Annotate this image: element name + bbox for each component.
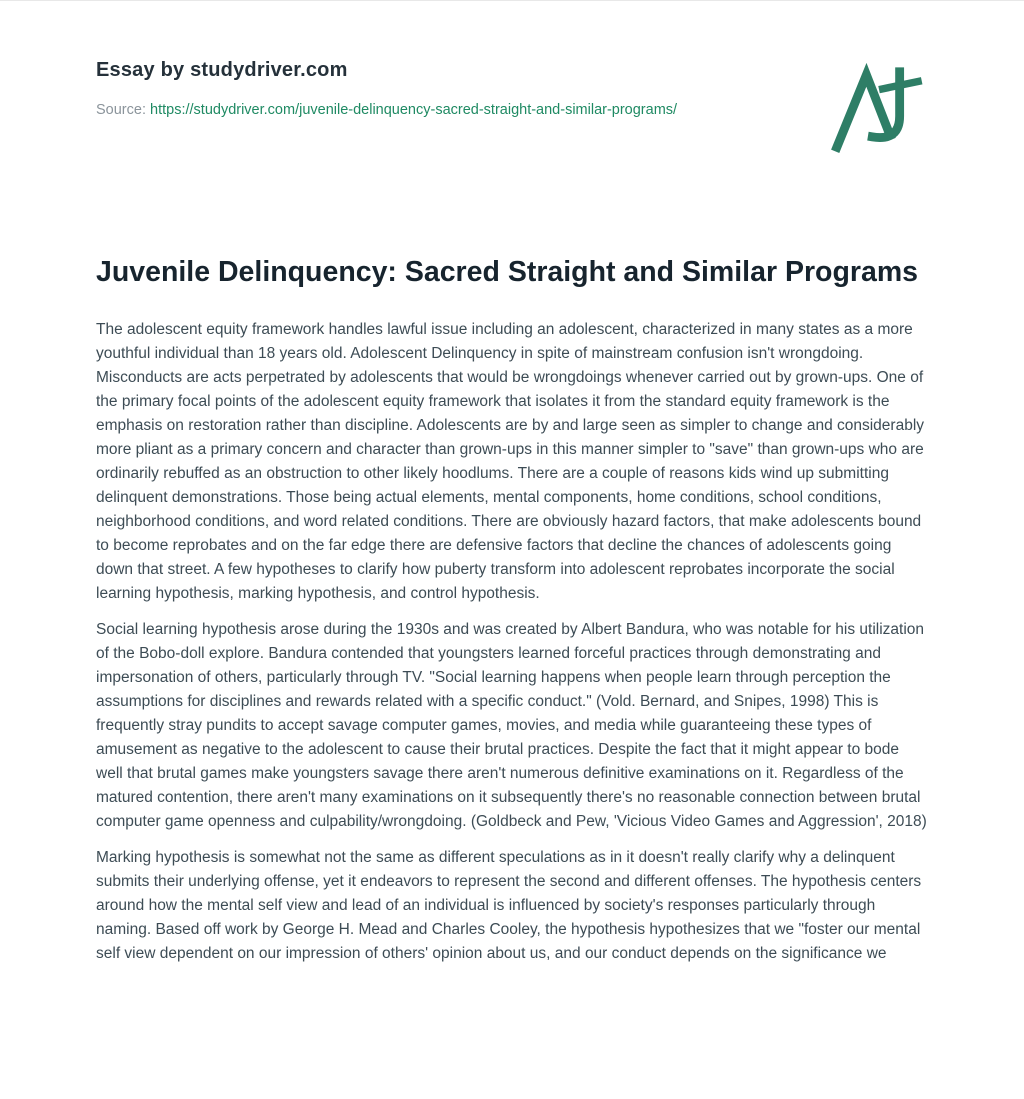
source-link[interactable]: https://studydriver.com/juvenile-delinquency-sacred-straight-and-similar-programs/ [150, 102, 678, 118]
studydriver-logo-icon [828, 61, 924, 161]
essay-paragraph-1: The adolescent equity framework handles lawful issue including an adolescent, characterized in many states as a more youthful individual than 18 years old. Adolescent Delinquency in spite of mainstream confusion isn't wrongdoing. Misconducts are acts perpetrated by adolescents that would be wrongdoings whenever carried out by grown-ups. One of the primary focal points of the adolescent equity framework that isolates it from the standard equity framework is the emphasis on restoration rather than discipline. Adolescents are by and large seen as simpler to change and considerably more pliant as a primary concern and character than grown-ups in this manner simpler to "save" than grown-ups who are ordinarily rebuffed as an obstruction to other likely hoodlums. There are a couple of reasons kids wind up submitting delinquent demonstrations. Those being actual elements, mental components, home conditions, school conditions, neighborhood conditions, and word related conditions. There are obviously hazard factors, that make adolescents bound to become reprobates and on the far edge there are defensive factors that decline the chances of adolescents going down that street. A few hypotheses to clarify how puberty transform into adolescent reprobates incorporate the social learning hypothesis, marking hypothesis, and control hypothesis. [96, 321, 925, 602]
page-title: Essay by studydriver.com [96, 59, 348, 81]
essay-paragraph-3: Marking hypothesis is somewhat not the same as different speculations as in it doesn't really clarify why a delinquent submits their underlying offense, yet it endeavors to represent the second and different offenses. The hypothesis centers around how the mental self view and lead of an individual is influenced by society's responses particularly through naming. Based off work by George H. Mead and Charles Cooley, the hypothesis hypothesizes that we "foster our mental self view dependent on our impression of others' opinion about us, and our conduct depends on the significance we [96, 849, 922, 962]
essay [96, 253, 928, 966]
source-label: Source: [96, 102, 146, 118]
header-text-block [96, 59, 677, 121]
essay-title: Juvenile Delinquency: Sacred Straight and Similar Programs [96, 256, 919, 288]
essay-paragraph-2: Social learning hypothesis arose during the 1930s and was created by Albert Bandura, who was notable for his utilization of the Bobo-doll explore. Bandura contended that youngsters learned forceful practices through demonstrating and impersonation of others, particularly through TV. "Social learning happens when people learn through perception the assumptions for disciplines and rewards related with a specific conduct." (Vold. Bernard, and Snipes, 1998) This is frequently stray pundits to accept savage computer games, movies, and media while guaranteeing these types of amusement as negative to the adolescent to cause their brutal practices. Despite the fact that it might appear to bode well that brutal games make youngsters savage there aren't numerous definitive examinations on it. Regardless of the matured contention, there aren't many examinations on it subsequently there's no reasonable connection between brutal computer game openness and culpability/wrongdoing. (Goldbeck and Pew, 'Vicious Video Games and Aggression', 2018) [96, 621, 927, 830]
document-page [0, 1, 1024, 1099]
source-line [96, 99, 677, 121]
essay-body [96, 318, 928, 966]
page-header [96, 59, 928, 161]
